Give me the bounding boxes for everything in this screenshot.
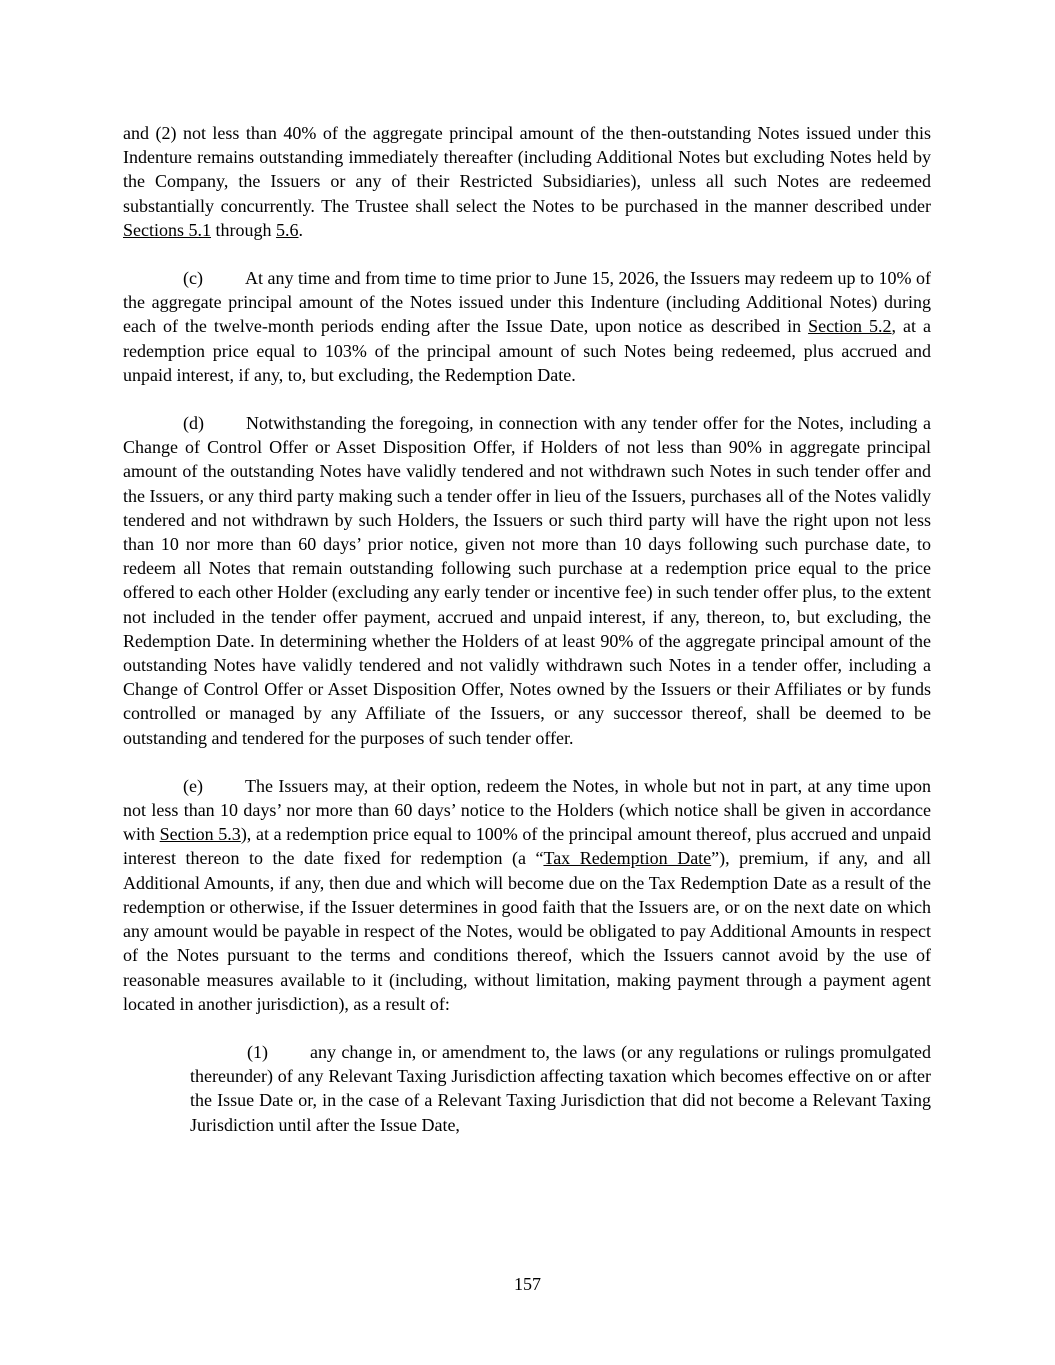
paragraph-1 [190, 1040, 931, 1137]
paragraph-c [123, 266, 931, 387]
paragraph-label: (d) [183, 413, 204, 434]
paragraph-e [123, 774, 931, 1016]
section-reference: Sections 5.1 [123, 219, 211, 240]
text-segment: through [211, 219, 276, 240]
text-segment: , at a redemption price equal to 103% of the principal amount of such Notes being redeemed, plus accrued and unpaid interest, if any, to, but excluding, the Redemption Date. [123, 316, 931, 385]
section-reference: Section 5.2 [808, 316, 892, 337]
text-segment: any change in, or amendment to, the laws (or any regulations or rulings promulgated thereunder) of any Relevant Taxing Jurisdiction affecting taxation which becomes effective on or after the Issue Date or, in the case of a Relevant Taxing Jurisdiction that did not become a Relevant Taxing Jurisdiction until after the Issue Date, [190, 1041, 931, 1135]
text-segment: The Issuers may, at their option, redeem the Notes, in whole but not in part, at any time upon not less than 10 days’ nor more than 60 days’ notice to the Holders (which notice shall be given in accordance with [123, 775, 931, 845]
text-segment: and (2) not less than 40% of the aggregate principal amount of the then-outstanding Notes issued under this Indenture remains outstanding immediately thereafter (including Additional Notes but excluding Notes held by the Company, the Issuers or any of their Restricted Subsidiaries), unless all such Notes are redeemed substantially concurrently. The Trustee shall select the Notes to be purchased in the manner described under [123, 123, 931, 216]
text-segment: Notwithstanding the foregoing, in connection with any tender offer for the Notes, including a Change of Control Offer or Asset Disposition Offer, if Holders of not less than 90% in aggregate principal amount of the outstanding Notes have validly tendered and not withdrawn such Notes in such tender offer and the Issuers, or any third party making such a tender offer in lieu of the Issuers, purchases all of the Notes validly tendered and not withdrawn by such Holders, the Issuers or such third party will have the right upon not less than 10 nor more than 60 days’ prior notice, given not more than 10 days following such purchase date, to redeem all Notes that remain outstanding following such purchase at a redemption price equal to the price offered to each other Holder (excluding any early tender or incentive fee) in such tender offer plus, to the extent not included in the tender offer payment, accrued and unpaid interest, if any, thereon, to, but excluding, the Redemption Date. In determining whether the Holders of at least 90% of the aggregate principal amount of the outstanding Notes have validly tendered and not validly withdrawn such Notes in a tender offer, including a Change of Control Offer or Asset Disposition Offer, Notes owned by the Issuers or their Affiliates or by funds controlled or managed by any Affiliate of the Issuers, or any successor thereof, shall be deemed to be outstanding and tendered for the purposes of such tender offer. [123, 413, 931, 748]
paragraph-d [123, 411, 931, 750]
section-reference: 5.6 [276, 219, 299, 240]
document-body [123, 121, 931, 1137]
paragraph-label: (e) [183, 775, 203, 796]
page-number: 157 [514, 1274, 541, 1294]
text-segment: ”), premium, if any, and all Additional Amounts, if any, then due and which will become due on the Tax Redemption Date as a result of the redemption or otherwise, if the Issuer determines in good faith that the Issuers are, or on the next date on which any amount would be payable in respect of the Notes, would be obligated to pay Additional Amounts in respect of the Notes pursuant to the terms and conditions thereof, which the Issuers cannot avoid by the use of reasonable measures available to it (including, without limitation, making payment through a payment agent located in another jurisdiction), as a result of: [123, 848, 931, 1014]
section-reference: Section 5.3 [159, 824, 241, 845]
paragraph-label: (1) [247, 1041, 268, 1062]
section-reference: Tax Redemption Date [543, 848, 712, 869]
text-segment: At any time and from time to time prior to June 15, 2026, the Issuers may redeem up to 10% of the aggregate principal amount of the Notes issued under this Indenture (including Additional Notes) during each of the twelve-month periods ending after the Issue Date, upon notice as described in [123, 268, 931, 337]
text-segment: ), at a redemption price equal to 100% of the principal amount thereof, plus accrued and unpaid interest thereon to the date fixed for redemption (a “ [123, 824, 931, 869]
text-segment: . [298, 219, 303, 240]
paragraph-continuation [123, 121, 931, 242]
paragraph-label: (c) [183, 268, 203, 289]
